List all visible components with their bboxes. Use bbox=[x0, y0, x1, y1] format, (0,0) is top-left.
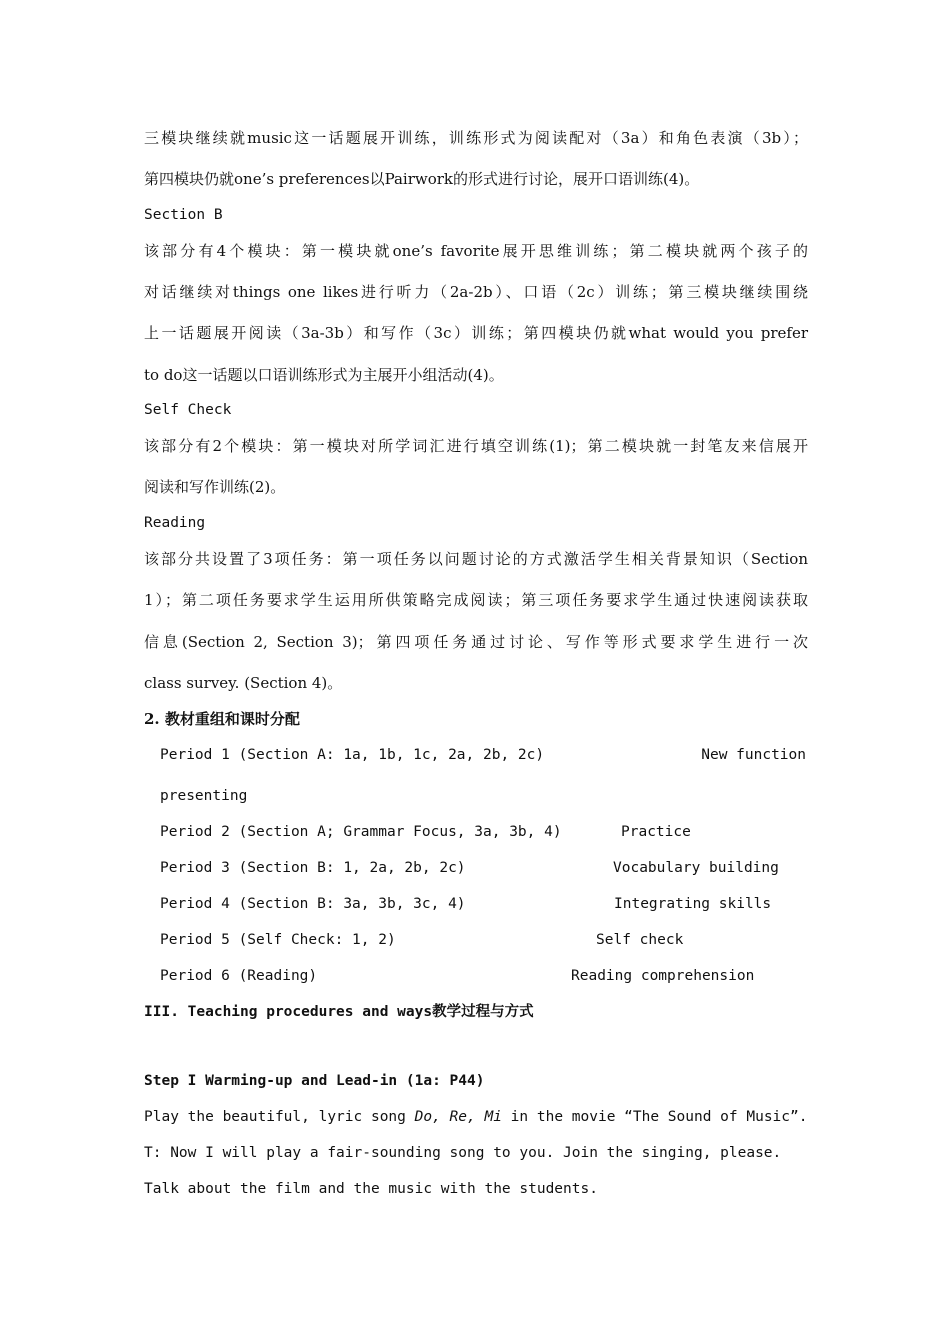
paragraph-line: 该部分有2个模块：第一模块对所学词汇进行填空训练(1)；第二模块就一封笔友来信展开 bbox=[144, 437, 808, 455]
paragraph-line: class survey. (Section 4)。 bbox=[144, 674, 343, 692]
step-line: Play the beautiful, lyric song Do, Re, Mi in the movie “The Sound of Music”. bbox=[144, 1109, 808, 1125]
section-label-reading: Reading bbox=[144, 515, 206, 531]
song-title: Do, Re, Mi bbox=[414, 1109, 502, 1125]
period-type: Self check bbox=[596, 932, 684, 948]
period-label: Period 2 (Section A; Grammar Focus, 3a, 3b, 4) bbox=[160, 824, 562, 840]
section-heading: III. Teaching procedures and ways教学过程与方式 bbox=[144, 1004, 534, 1020]
period-label: Period 1 (Section A: 1a, 1b, 1c, 2a, 2b, 2c) bbox=[160, 747, 545, 763]
paragraph-line: 该部分共设置了3项任务：第一项任务以问题讨论的方式激活学生相关背景知识（Section bbox=[144, 550, 808, 568]
step-line: Talk about the film and the music with the students. bbox=[144, 1181, 598, 1197]
period-label: Period 3 (Section B: 1, 2a, 2b, 2c) bbox=[160, 860, 466, 876]
period-label: Period 5 (Self Check: 1, 2) bbox=[160, 932, 396, 948]
paragraph-line: 1）；第二项任务要求学生运用所供策略完成阅读；第三项任务要求学生通过快速阅读获取 bbox=[144, 591, 808, 609]
step-line: T: Now I will play a fair-sounding song to you. Join the singing, please. bbox=[144, 1145, 782, 1161]
paragraph-line: 信息(Section 2, Section 3)；第四项任务通过讨论、写作等形式要求学生进行一次 bbox=[144, 633, 808, 651]
paragraph-line: 三模块继续就music这一话题展开训练，训练形式为阅读配对（3a）和角色表演（3b）； bbox=[144, 129, 808, 147]
period-type: Integrating skills bbox=[614, 896, 772, 912]
period-label: Period 6 (Reading) bbox=[160, 968, 318, 984]
period-label-continued: presenting bbox=[160, 788, 248, 804]
period-type: Reading comprehension bbox=[571, 968, 755, 984]
paragraph-line: 对话继续对things one likes进行听力（2a-2b）、口语（2c）训练；第三模块继续围绕 bbox=[144, 283, 808, 301]
section-label-b: Section B bbox=[144, 207, 223, 223]
section-label-self-check: Self Check bbox=[144, 402, 232, 418]
period-type: Vocabulary building bbox=[613, 860, 779, 876]
section-heading: 2. 教材重组和课时分配 bbox=[144, 710, 300, 728]
step-heading: Step I Warming-up and Lead-in (1a: P44) bbox=[144, 1073, 485, 1089]
paragraph-line: to do这一话题以口语训练形式为主展开小组活动(4)。 bbox=[144, 366, 504, 384]
paragraph-line: 第四模块仍就one’s preferences以Pairwork的形式进行讨论，展开口语训练(4)。 bbox=[144, 170, 700, 188]
period-type: New function bbox=[701, 747, 806, 763]
paragraph-line: 阅读和写作训练(2)。 bbox=[144, 478, 286, 496]
period-label: Period 4 (Section B: 3a, 3b, 3c, 4) bbox=[160, 896, 466, 912]
period-type: Practice bbox=[621, 824, 691, 840]
paragraph-line: 该部分有4个模块：第一模块就one’s favorite展开思维训练；第二模块就两个孩子的 bbox=[144, 242, 808, 260]
paragraph-line: 上一话题展开阅读（3a-3b）和写作（3c）训练；第四模块仍就what would you prefer bbox=[144, 324, 808, 342]
